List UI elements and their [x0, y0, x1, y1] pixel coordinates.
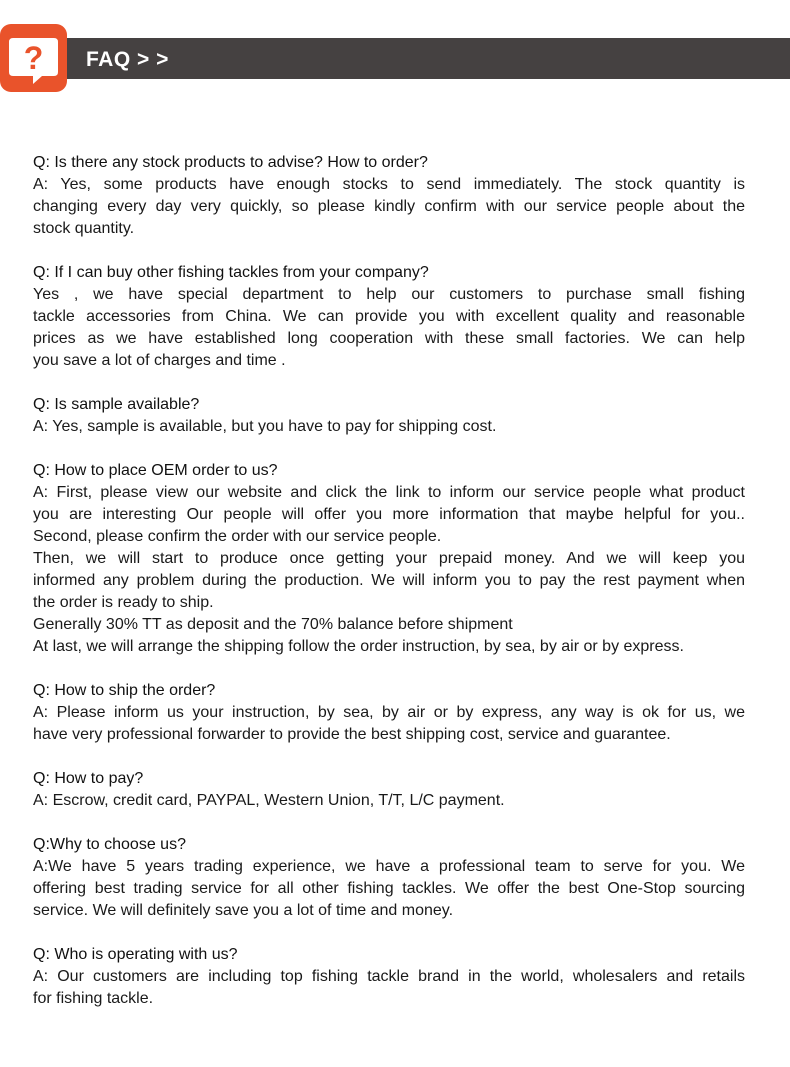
- faq-item: [33, 394, 745, 438]
- faq-answer-line: Second, please confirm the order with our service people.: [33, 528, 442, 545]
- faq-item: [33, 262, 745, 372]
- faq-answer-line: tackle accessories from China. We can provide you with excellent quality and reasonable: [33, 308, 745, 325]
- faq-question: Q: How to pay?: [33, 770, 144, 787]
- faq-item: [33, 944, 745, 1010]
- faq-answer-line: service. We will definitely save you a lot of time and money.: [33, 902, 454, 919]
- faq-item: [33, 768, 745, 812]
- faq-question: Q: Is sample available?: [33, 396, 200, 413]
- faq-answer-line: A: Escrow, credit card, PAYPAL, Western Union, T/T, L/C payment.: [33, 792, 505, 809]
- faq-answer-line: have very professional forwarder to provide the best shipping cost, service and guarantee.: [33, 726, 671, 743]
- faq-item: [33, 460, 745, 658]
- faq-answer-line: A: Please inform us your instruction, by sea, by air or by express, any way is ok for us, we: [33, 704, 745, 721]
- faq-question: Q: How to place OEM order to us?: [33, 462, 278, 479]
- faq-answer-line: A: First, please view our website and click the link to inform our service people what product: [33, 484, 745, 501]
- faq-answer-line: the order is ready to ship.: [33, 594, 214, 611]
- faq-answer-line: Then, we will start to produce once getting your prepaid money. And we will keep you: [33, 550, 745, 567]
- page-title: FAQ > >: [86, 48, 169, 71]
- faq-question: Q: How to ship the order?: [33, 682, 216, 699]
- faq-answer-line: for fishing tackle.: [33, 990, 154, 1007]
- faq-answer-line: you save a lot of charges and time .: [33, 352, 286, 369]
- faq-question: Q: Who is operating with us?: [33, 946, 238, 963]
- svg-text:?: ?: [23, 40, 44, 76]
- question-bubble-icon: [0, 24, 67, 92]
- faq-question: Q: If I can buy other fishing tackles from your company?: [33, 264, 429, 281]
- faq-answer-line: stock quantity.: [33, 220, 135, 237]
- faq-answer-line: you are interesting Our people will offer you more information that maybe helpful for you..: [33, 506, 745, 523]
- faq-item: [33, 834, 745, 922]
- faq-item: [33, 680, 745, 746]
- faq-question: Q:Why to choose us?: [33, 836, 186, 853]
- faq-answer-line: A: Yes, some products have enough stocks to send immediately. The stock quantity is: [33, 176, 745, 193]
- faq-question: Q: Is there any stock products to advise? How to order?: [33, 154, 428, 171]
- faq-answer-line: A:We have 5 years trading experience, we have a professional team to serve for you. We: [33, 858, 745, 875]
- faq-answer-line: prices as we have established long cooperation with these small factories. We can help: [33, 330, 745, 347]
- faq-answer-line: offering best trading service for all other fishing tackles. We offer the best One-Stop sourcing: [33, 880, 745, 897]
- faq-answer-line: Generally 30% TT as deposit and the 70% balance before shipment: [33, 616, 513, 633]
- faq-answer-line: Yes , we have special department to help our customers to purchase small fishing: [33, 286, 745, 303]
- faq-list: [33, 152, 745, 1032]
- faq-item: [33, 152, 745, 240]
- faq-answer-line: informed any problem during the production. We will inform you to pay the rest payment when: [33, 572, 745, 589]
- faq-answer-line: A: Our customers are including top fishing tackle brand in the world, wholesalers and retails: [33, 968, 745, 985]
- faq-answer-line: A: Yes, sample is available, but you have to pay for shipping cost.: [33, 418, 497, 435]
- faq-answer-line: At last, we will arrange the shipping follow the order instruction, by sea, by air or by express.: [33, 638, 684, 655]
- faq-answer-line: changing every day very quickly, so please kindly confirm with our service people about the: [33, 198, 745, 215]
